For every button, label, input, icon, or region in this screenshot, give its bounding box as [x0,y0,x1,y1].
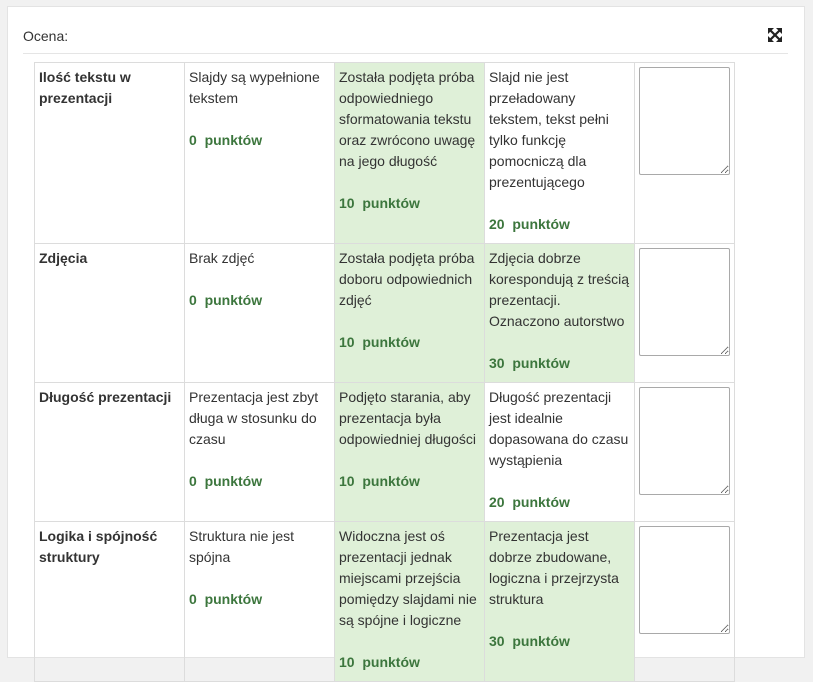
remark-cell [635,383,735,522]
remark-textarea[interactable] [639,526,730,634]
level-points: 10 punktów [339,195,420,211]
level-description: Slajd nie jest przeładowany tekstem, tekst pełni tylko funkcję pomocniczą dla prezentującego [489,69,609,190]
grading-label: Ocena: [23,28,69,44]
level-description: Struktura nie jest spójna [189,528,295,565]
level-description: Prezentacja jest dobrze zbudowane, logiczna i przejrzysta struktura [489,528,619,607]
fullscreen-expand-icon-svg [767,27,783,43]
criterion-name: Logika i spójność struktury [35,522,185,682]
level-cell[interactable] [335,522,485,682]
grading-header [23,27,788,54]
grading-panel [7,6,805,670]
criterion-row [35,244,735,383]
level-cell[interactable] [485,383,635,522]
remark-cell [635,244,735,383]
remark-cell [635,522,735,682]
level-points: 30 punktów [489,633,570,649]
level-description: Została podjęta próba doboru odpowiednich zdjęć [339,250,475,308]
level-points: 0 punktów [189,132,263,148]
level-points: 10 punktów [339,473,420,489]
level-cell[interactable] [335,383,485,522]
remark-textarea[interactable] [639,67,730,175]
fullscreen-expand-icon[interactable] [767,27,783,43]
rubric-body [35,63,735,682]
level-description: Zdjęcia dobrze korespondują z treścią prezentacji. Oznaczono autorstwo [489,250,630,329]
level-points: 0 punktów [189,292,263,308]
level-points: 20 punktów [489,494,570,510]
level-description: Została podjęta próba odpowiedniego sformatowania tekstu oraz zwrócono uwagę na jego długość [339,69,476,169]
level-description: Brak zdjęć [189,250,255,266]
level-points: 0 punktów [189,591,263,607]
remark-cell [635,63,735,244]
level-description: Slajdy są wypełnione tekstem [189,69,320,106]
level-description: Widoczna jest oś prezentacji jednak miejscami przejścia pomiędzy slajdami nie są spójne i logiczne [339,528,477,628]
level-cell[interactable] [185,244,335,383]
criterion-row [35,522,735,682]
level-cell[interactable] [335,244,485,383]
level-cell[interactable] [485,522,635,682]
level-description: Podjęto starania, aby prezentacja była odpowiedniej długości [339,389,476,447]
rubric-table [34,62,735,682]
level-points: 10 punktów [339,654,420,670]
level-cell[interactable] [185,522,335,682]
level-points: 10 punktów [339,334,420,350]
level-description: Prezentacja jest zbyt długa w stosunku do czasu [189,389,319,447]
level-cell[interactable] [335,63,485,244]
level-cell[interactable] [485,63,635,244]
level-cell[interactable] [185,383,335,522]
criterion-name: Zdjęcia [35,244,185,383]
criterion-name: Ilość tekstu w prezentacji [35,63,185,244]
criterion-row [35,383,735,522]
level-points: 0 punktów [189,473,263,489]
remark-textarea[interactable] [639,387,730,495]
remark-textarea[interactable] [639,248,730,356]
criterion-row [35,63,735,244]
level-cell[interactable] [185,63,335,244]
level-points: 20 punktów [489,216,570,232]
level-cell[interactable] [485,244,635,383]
criterion-name: Długość prezentacji [35,383,185,522]
level-points: 30 punktów [489,355,570,371]
level-description: Długość prezentacji jest idealnie dopasowana do czasu wystąpienia [489,389,629,468]
